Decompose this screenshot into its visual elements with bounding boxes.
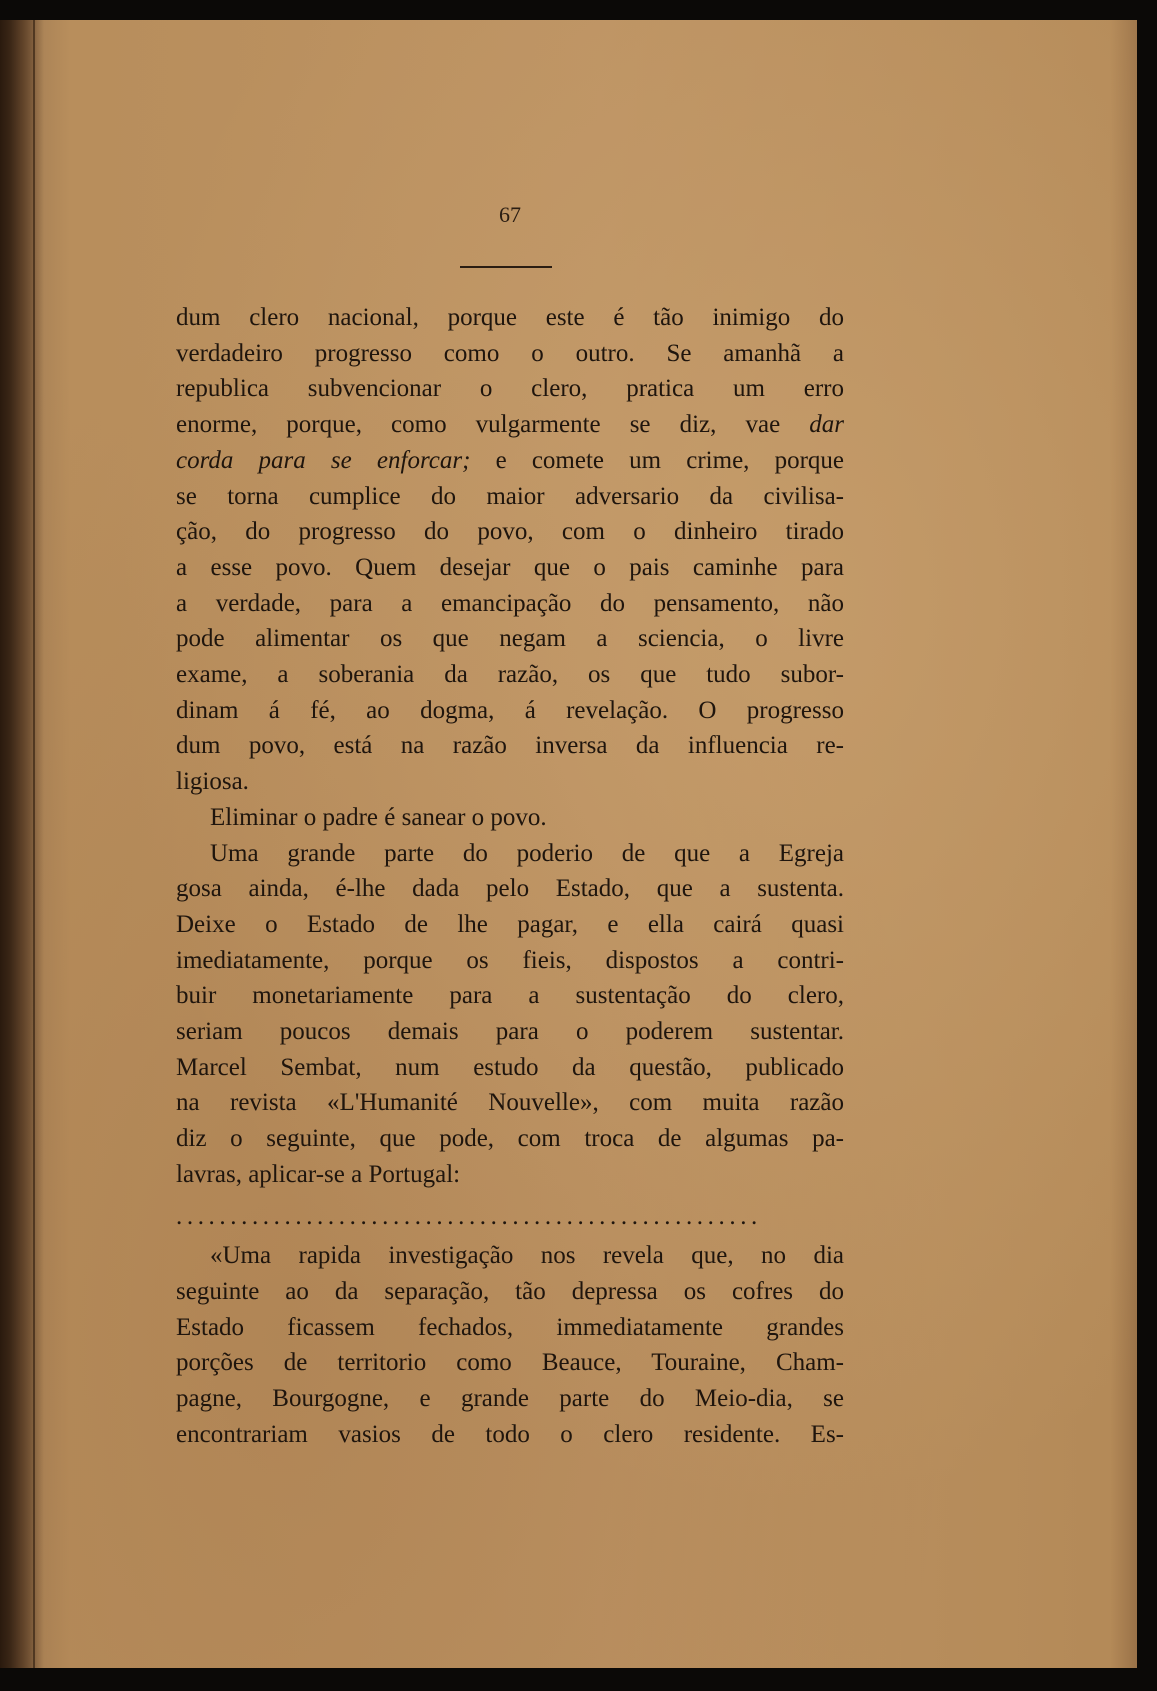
text-fragment: enorme, porque, como vulgarmente se diz, vae [176, 411, 781, 439]
paragraph-1 [176, 300, 844, 800]
text-line: republica subvencionar o clero, pratica um erro [176, 375, 844, 403]
text-line: dum clero nacional, porque este é tão inimigo do [176, 304, 844, 331]
text-line: dinam á fé, ao dogma, á revelação. O progresso [176, 696, 844, 724]
page-body-text [176, 300, 844, 1453]
text-line: Uma grande parte do poderio de que a Egreja [210, 839, 844, 867]
paragraph-2: Eliminar o padre é sanear o povo. [210, 803, 547, 831]
book-spine-shadow [0, 20, 44, 1668]
text-line: a esse povo. Quem desejar que o pais caminhe para [176, 553, 844, 581]
text-line: pagne, Bourgogne, e grande parte do Meio-dia, se [176, 1385, 844, 1413]
text-line [176, 407, 844, 443]
text-line: imediatamente, porque os fieis, dispostos a contri- [176, 946, 844, 974]
text-line: porções de territorio como Beauce, Touraine, Cham- [176, 1349, 844, 1377]
text-line: lavras, aplicar-se a Portugal: [176, 1160, 461, 1188]
text-line: seguinte ao da separação, tão depressa os cofres do [176, 1277, 844, 1305]
text-line: buir monetariamente para a sustentação do clero, [176, 982, 844, 1010]
text-line: verdadeiro progresso como o outro. Se amanhã a [176, 339, 844, 367]
text-line: se torna cumplice do maior adversario da civilisa- [176, 482, 844, 510]
text-line: seriam poucos demais para o poderem sustentar. [176, 1018, 844, 1046]
book-page [0, 20, 1137, 1668]
text-line: ligiosa. [176, 768, 249, 796]
text-line: diz o seguinte, que pode, com troca de algumas pa- [176, 1125, 844, 1153]
italic-phrase: dar [809, 411, 845, 439]
text-line: encontrariam vasios de todo o clero residente. Es- [176, 1420, 844, 1448]
text-line: na revista «L'Humanité Nouvelle», com muita razão [176, 1089, 844, 1117]
text-line: Estado ficassem fechados, immediatamente grandes [176, 1313, 844, 1341]
paragraph-3 [176, 836, 844, 1193]
ellipsis-separator: ...................................................... [176, 1202, 762, 1230]
page-number-rule [460, 266, 552, 268]
spine-edge-line [33, 20, 35, 1668]
text-line: gosa ainda, é-lhe dada pelo Estado, que a sustenta. [176, 875, 844, 903]
text-line: pode alimentar os que negam a sciencia, o livre [176, 625, 844, 653]
text-line: dum povo, está na razão inversa da influencia re- [176, 732, 844, 760]
text-line [176, 443, 844, 479]
text-line: Deixe o Estado de lhe pagar, e ella cairá quasi [176, 910, 844, 938]
paragraph-4-quote [176, 1238, 844, 1452]
text-line: exame, a soberania da razão, os que tudo subor- [176, 661, 844, 689]
text-line: a verdade, para a emancipação do pensamento, não [176, 589, 844, 617]
text-line: Marcel Sembat, num estudo da questão, publicado [176, 1053, 844, 1081]
text-line: ção, do progresso do povo, com o dinheiro tirado [176, 518, 844, 546]
italic-phrase: corda para se enforcar; [176, 446, 471, 474]
page-number: 67 [499, 202, 521, 227]
text-fragment: e comete um crime, porque [495, 446, 844, 474]
text-line: «Uma rapida investigação nos revela que, no dia [210, 1242, 844, 1270]
